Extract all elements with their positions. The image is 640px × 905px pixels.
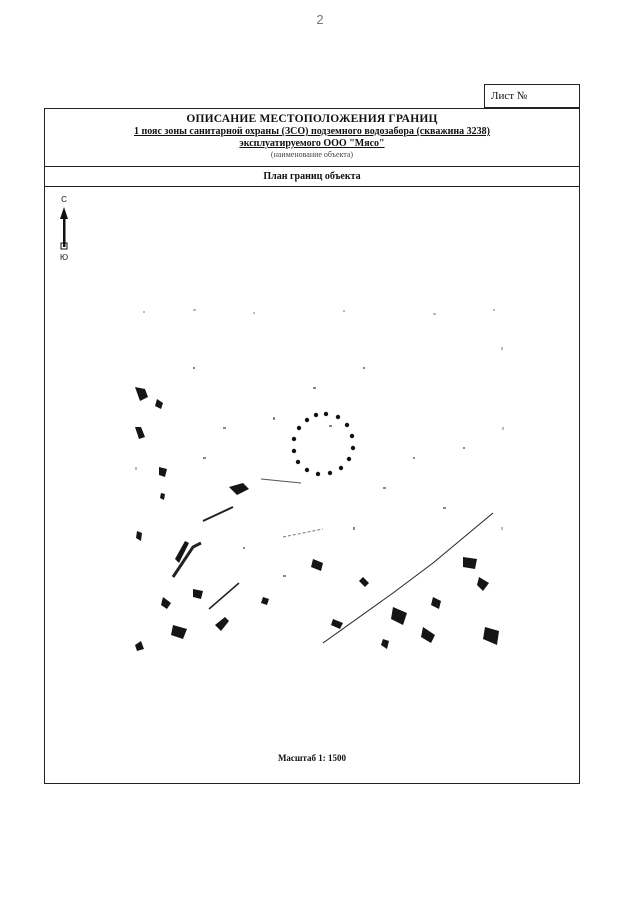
sheet-label: Лист № <box>491 90 528 102</box>
plan-title: План границ объекта <box>45 167 579 187</box>
north-arrow-icon <box>57 205 71 253</box>
north-letter: С <box>61 195 67 204</box>
document-frame <box>44 108 580 784</box>
page-number: 2 <box>316 12 324 27</box>
map-scale: Масштаб 1: 1500 <box>277 753 347 763</box>
aerial-map-image <box>133 307 505 655</box>
sheet-number-box <box>484 84 580 108</box>
document-title: ОПИСАНИЕ МЕСТОПОЛОЖЕНИЯ ГРАНИЦ <box>186 113 438 125</box>
object-name-line-1: 1 пояс зоны санитарной охраны (ЗСО) подземного водозабора (скважина 3238) <box>133 126 491 137</box>
object-name-caption: (наименование объекта) <box>270 150 354 159</box>
document-header <box>45 109 579 167</box>
south-letter: Ю <box>59 253 69 262</box>
object-name-line-2: эксплуатируемого ООО "Мясо" <box>239 138 385 149</box>
north-arrow <box>57 195 71 265</box>
